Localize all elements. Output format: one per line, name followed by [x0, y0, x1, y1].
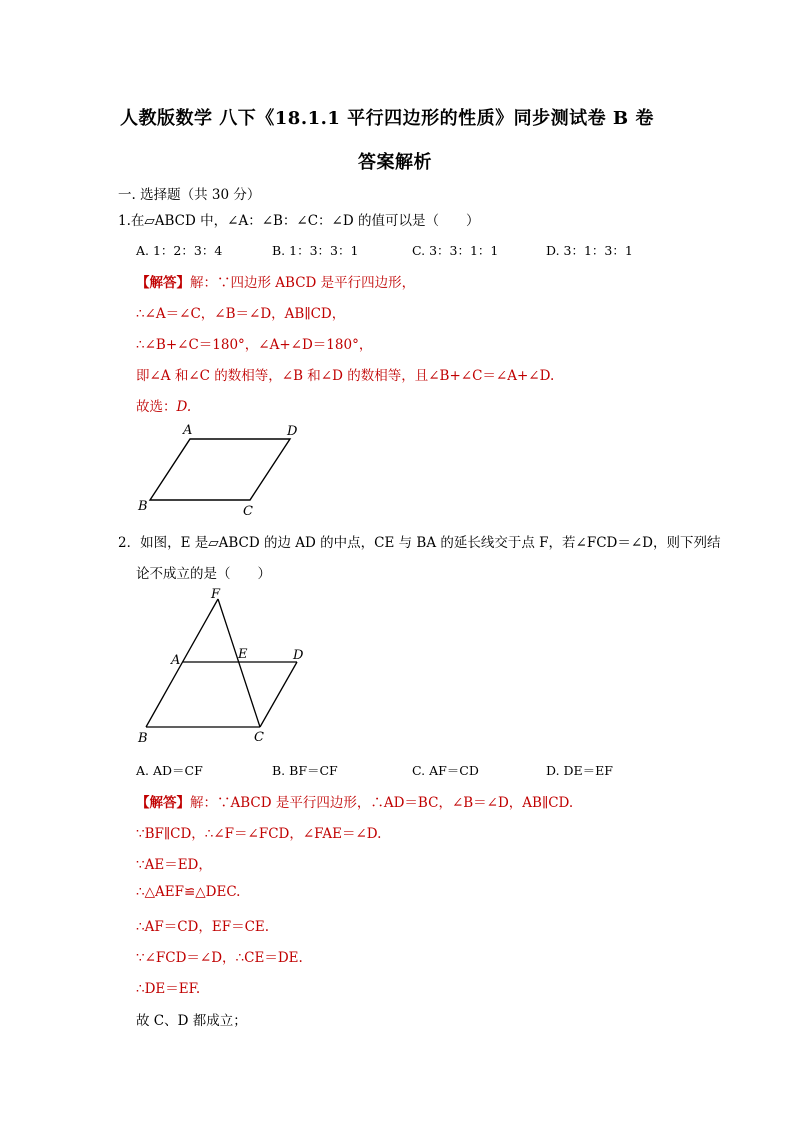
q2-label-f: F: [211, 587, 221, 602]
q1-parallelogram: [150, 439, 290, 500]
q1-label-c: C: [243, 504, 253, 519]
q1-choose-label: 故选：: [136, 399, 177, 415]
q1-stem: 1.在▱ABCD 中，∠A：∠B：∠C：∠D 的值可以是（ ）: [118, 213, 480, 229]
q2-label-a: A: [171, 653, 181, 668]
q2-line-6: ∴DE＝EF.: [136, 981, 201, 997]
q1-label-b: B: [138, 499, 148, 514]
q2-answer-intro-line: [136, 791, 573, 811]
q2-figure: [130, 585, 320, 750]
q2-label-b: B: [138, 731, 148, 746]
q1-label-d: D: [287, 424, 298, 439]
q2-segment-dc: [260, 662, 297, 727]
q1-answer-tag: 【解答】: [136, 275, 190, 291]
q2-line-5: ∵∠FCD＝∠D，∴CE＝DE.: [136, 950, 303, 966]
q2-segment-fc: [218, 599, 260, 727]
q2-answer-tag: 【解答】: [136, 795, 190, 811]
q2-stem-line2: 论不成立的是（ ）: [136, 566, 271, 582]
q1-option-b: B. 1：3：3：1: [272, 243, 359, 258]
q2-line-2: ∵AE＝ED，: [136, 857, 212, 873]
q2-option-c: C. AF＝CD: [412, 763, 479, 778]
q1-option-d: D. 3：1：3：1: [546, 243, 633, 258]
section-heading: 一. 选择题（共 30 分）: [118, 187, 261, 203]
q2-line-1: ∵BF∥CD，∴∠F＝∠FCD，∠FAE＝∠D.: [136, 826, 382, 842]
q1-option-c: C. 3：3：1：1: [412, 243, 499, 258]
q2-conclusion: 故 C、D 都成立；: [136, 1013, 247, 1029]
q2-segment-fb: [146, 599, 218, 727]
q2-label-d: D: [293, 648, 304, 663]
page-title: 人教版数学 八下《18.1.1 平行四边形的性质》同步测试卷 B 卷: [120, 108, 654, 129]
page-subtitle: 答案解析: [358, 152, 432, 173]
q2-line-3: ∴△AEF≌△DEC.: [136, 884, 241, 900]
q2-label-e: E: [238, 647, 248, 662]
q1-line-1: ∴∠A＝∠C，∠B＝∠D，AB∥CD，: [136, 306, 346, 322]
q2-line-4: ∴AF＝CD，EF＝CE.: [136, 919, 270, 935]
q1-choose-value: D.: [176, 399, 192, 415]
q1-option-a: A. 1：2：3：4: [136, 243, 223, 258]
q1-parallelogram-figure: [130, 420, 330, 520]
q1-label-a: A: [183, 423, 193, 438]
q1-line-3: 即∠A 和∠C 的数相等，∠B 和∠D 的数相等，且∠B+∠C＝∠A+∠D.: [136, 368, 555, 384]
q1-answer-intro-line: [136, 271, 415, 291]
q2-option-d: D. DE＝EF: [546, 763, 613, 778]
q2-answer-intro: 解：∵ABCD 是平行四边形，∴AD＝BC，∠B＝∠D，AB∥CD.: [190, 795, 574, 811]
q2-option-b: B. BF＝CF: [272, 763, 338, 778]
q1-line-2: ∴∠B+∠C＝180°，∠A+∠D＝180°，: [136, 337, 373, 353]
q2-stem-line1: 2．如图，E 是▱ABCD 的边 AD 的中点，CE 与 BA 的延长线交于点 F，若∠FCD＝∠D，则下列结: [118, 535, 721, 551]
q2-option-a: A. AD＝CF: [136, 763, 203, 778]
q1-choose-line: [136, 395, 191, 415]
q1-answer-intro: 解：∵四边形 ABCD 是平行四边形，: [190, 275, 416, 291]
q2-label-c: C: [254, 730, 264, 745]
